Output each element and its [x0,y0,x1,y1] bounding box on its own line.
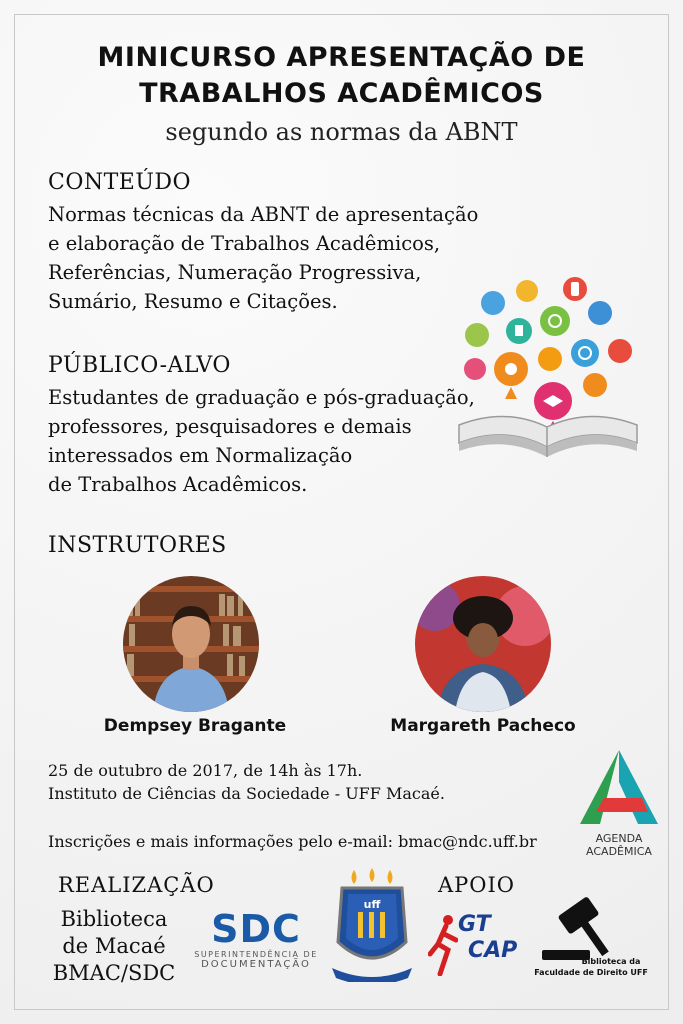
publico-line: interessados em Normalização [48,444,353,467]
publico-text [48,383,475,499]
agenda-line-1: AGENDA [595,832,643,845]
open-book [459,416,637,457]
realizacao-line: Biblioteca [60,907,168,931]
realizacao-line: BMAC/SDC [52,961,176,985]
subtitle: segundo as normas da ABNT [165,118,518,146]
floating-icons [464,277,632,431]
gtcap-logo [428,912,524,978]
conteudo-text [48,200,478,316]
apoio-heading: APOIO [438,873,516,897]
uff-crest-text: uff [363,898,381,911]
instructor-photo-2 [415,576,551,712]
event-contact: Inscrições e mais informações pelo e-mail: bmac@ndc.uff.br [48,832,537,851]
gavel-icon [536,896,636,962]
runner-icon [428,914,458,976]
gtcap-line-2: CAP [468,938,518,963]
publico-line: Estudantes de graduação e pós-graduação, [48,386,475,409]
conteudo-heading: CONTEÚDO [48,170,192,195]
border-frame [14,14,669,1010]
agenda-academica-logo [580,750,658,858]
sdc-line-1: SUPERINTENDÊNCIA DE [194,950,318,959]
title-line-1: MINICURSO APRESENTAÇÃO DE [97,42,586,73]
uff-crest-icon [328,868,416,982]
book-education-illustration [455,275,640,465]
sdc-line-2: DOCUMENTAÇÃO [201,959,311,970]
gtcap-line-1: GT [458,912,491,937]
realizacao-heading: REALIZAÇÃO [58,873,215,897]
conteudo-line: Referências, Numeração Progressiva, [48,261,422,284]
publico-line: professores, pesquisadores e demais [48,415,412,438]
instructor-name-2: Margareth Pacheco [390,716,576,736]
instrutores-heading: INSTRUTORES [48,533,227,558]
publico-line: de Trabalhos Acadêmicos. [48,473,308,496]
biblio-line-1: Biblioteca da [581,957,641,966]
biblio-line-2: Faculdade de Direito UFF [534,968,648,977]
sdc-letters: SDC [211,907,301,951]
sdc-logo [192,908,320,978]
publico-heading: PÚBLICO-ALVO [48,353,231,378]
biblioteca-direito-logo [526,896,656,988]
agenda-line-2: ACADÊMICA [586,845,652,858]
event-place: Instituto de Ciências da Sociedade - UFF Macaé. [48,784,445,803]
conteudo-line: e elaboração de Trabalhos Acadêmicos, [48,232,441,255]
agenda-a-icon [580,750,658,824]
conteudo-line: Normas técnicas da ABNT de apresentação [48,203,479,226]
realizacao-line: de Macaé [62,934,166,958]
event-date: 25 de outubro de 2017, de 14h às 17h. [48,761,363,780]
instructor-name-1: Dempsey Bragante [103,716,287,736]
title-line-2: TRABALHOS ACADÊMICOS [139,78,544,109]
conteudo-line: Sumário, Resumo e Citações. [48,290,338,313]
instructor-photo-1 [123,576,259,712]
realizacao-text [44,906,184,987]
